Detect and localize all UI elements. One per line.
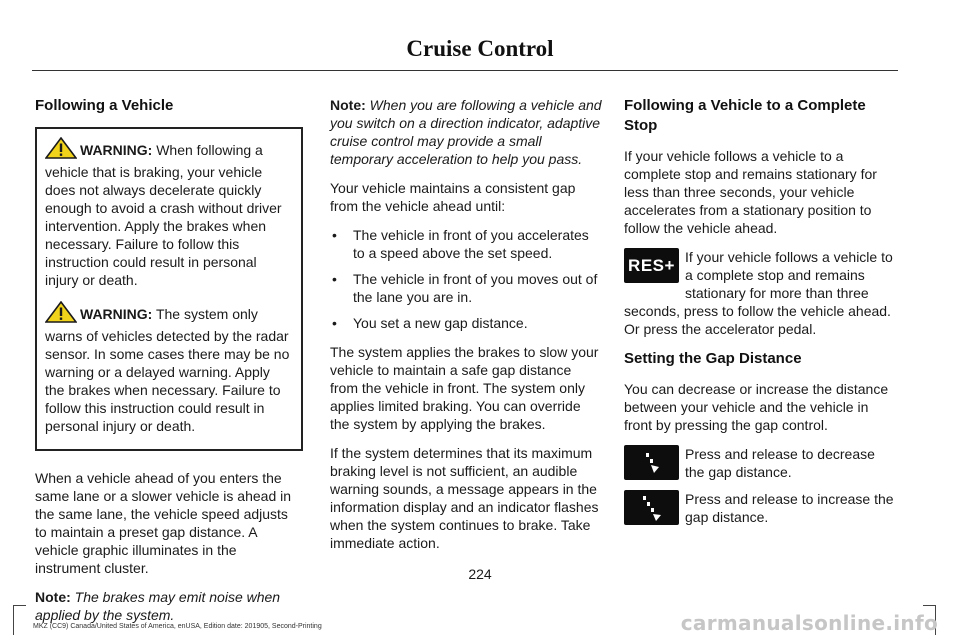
warning-text: When following a vehicle that is braking, your vehicle does not always decelerate quickly enough to avoid a crash without driver intervention. Apply the brakes when necessary. Failure to follow this instruction could result in personal injury or death. bbox=[45, 142, 282, 288]
list-item-text: The vehicle in front of you accelerates to a speed above the set speed. bbox=[353, 227, 589, 261]
section-heading-gap-distance: Setting the Gap Distance bbox=[624, 350, 802, 367]
note-text: When you are following a vehicle and you switch on a direction indicator, adaptive cruise control may provide a small temporary acceleration to help you pass. bbox=[330, 97, 602, 167]
crop-mark-left bbox=[13, 605, 14, 635]
page-number: 224 bbox=[468, 566, 492, 582]
note-label: Note: bbox=[330, 97, 366, 113]
res-instruction bbox=[624, 248, 896, 338]
list-item-text: The vehicle in front of you moves out of the lane you are in. bbox=[353, 271, 598, 305]
body-paragraph: If your vehicle follows a vehicle to a complete stop and remains stationary for less than three seconds, your vehicle accelerates from a stationary position to follow the vehicle ahead. bbox=[624, 148, 877, 236]
edition-footer: MKZ (CC9) Canada/United States of America, enUSA, Edition date: 201905, Second-Printing bbox=[33, 623, 322, 630]
res-instruction-text: If your vehicle follows a vehicle to a complete stop and remains stationary for more than three seconds, press to follow the vehicle ahead. Or press the accelerator pedal. bbox=[624, 249, 893, 337]
note-paragraph bbox=[35, 588, 303, 624]
body-paragraph: If the system determines that its maximum braking level is not sufficient, an audible warning sounds, a message appears in the information display and an indicator flashes when the system continues to brake. Take immediate action. bbox=[330, 445, 599, 551]
gap-decrease-icon bbox=[624, 445, 679, 480]
note-paragraph bbox=[330, 96, 602, 168]
bullet-icon: • bbox=[332, 271, 337, 287]
watermark: carmanualsonline.info bbox=[680, 611, 938, 635]
warning-triangle-icon bbox=[45, 137, 77, 163]
header-divider bbox=[32, 70, 898, 71]
section-heading-complete-stop: Following a Vehicle to a Complete Stop bbox=[624, 97, 866, 134]
body-paragraph: When a vehicle ahead of you enters the same lane or a slower vehicle is ahead in the same lane, the vehicle speed adjusts to maintain a preset gap distance. A vehicle graphic illuminates in the instrument cluster. bbox=[35, 470, 292, 576]
bullet-icon: • bbox=[332, 227, 337, 243]
list-item-text: You set a new gap distance. bbox=[353, 315, 528, 331]
section-heading-following-vehicle: Following a Vehicle bbox=[35, 97, 174, 114]
list-item bbox=[330, 314, 602, 332]
column-3 bbox=[624, 96, 896, 527]
res-plus-button-icon: RES+ bbox=[624, 248, 679, 283]
gap-increase-icon bbox=[624, 490, 679, 525]
warning-triangle-icon bbox=[45, 301, 77, 327]
list-item bbox=[330, 226, 602, 262]
column-1 bbox=[35, 96, 303, 635]
warning-box bbox=[35, 127, 303, 451]
crop-mark-left-h bbox=[13, 605, 26, 606]
body-paragraph: You can decrease or increase the distance between your vehicle and the vehicle in front by pressing the gap control. bbox=[624, 381, 889, 433]
condition-list bbox=[330, 226, 602, 332]
decrease-instruction-text: Press and release to decrease the gap distance. bbox=[685, 446, 875, 480]
warning-text: The system only warns of vehicles detected by the radar sensor. In some cases there may be no warning or a delayed warning. Apply the brakes when necessary. Failure to follow this instruction could result in personal injury or death. bbox=[45, 306, 290, 434]
column-2 bbox=[330, 96, 602, 563]
list-item bbox=[330, 270, 602, 306]
warning-paragraph-1 bbox=[45, 137, 293, 289]
note-label: Note: bbox=[35, 589, 71, 605]
body-paragraph: The system applies the brakes to slow your vehicle to maintain a safe gap distance from the vehicle in front. The system only applies limited braking. You can override the system by applying the brakes. bbox=[330, 344, 599, 432]
decrease-instruction bbox=[624, 445, 896, 482]
crop-mark-right-h bbox=[923, 605, 936, 606]
increase-instruction-text: Press and release to increase the gap distance. bbox=[685, 491, 894, 525]
page-title: Cruise Control bbox=[406, 36, 554, 61]
warning-paragraph-2 bbox=[45, 301, 293, 435]
body-paragraph: Your vehicle maintains a consistent gap from the vehicle ahead until: bbox=[330, 180, 576, 214]
warning-label: WARNING: bbox=[80, 142, 153, 158]
note-text: The brakes may emit noise when applied by the system. bbox=[35, 589, 281, 623]
bullet-icon: • bbox=[332, 315, 337, 331]
increase-instruction bbox=[624, 490, 896, 527]
warning-label: WARNING: bbox=[80, 306, 153, 322]
